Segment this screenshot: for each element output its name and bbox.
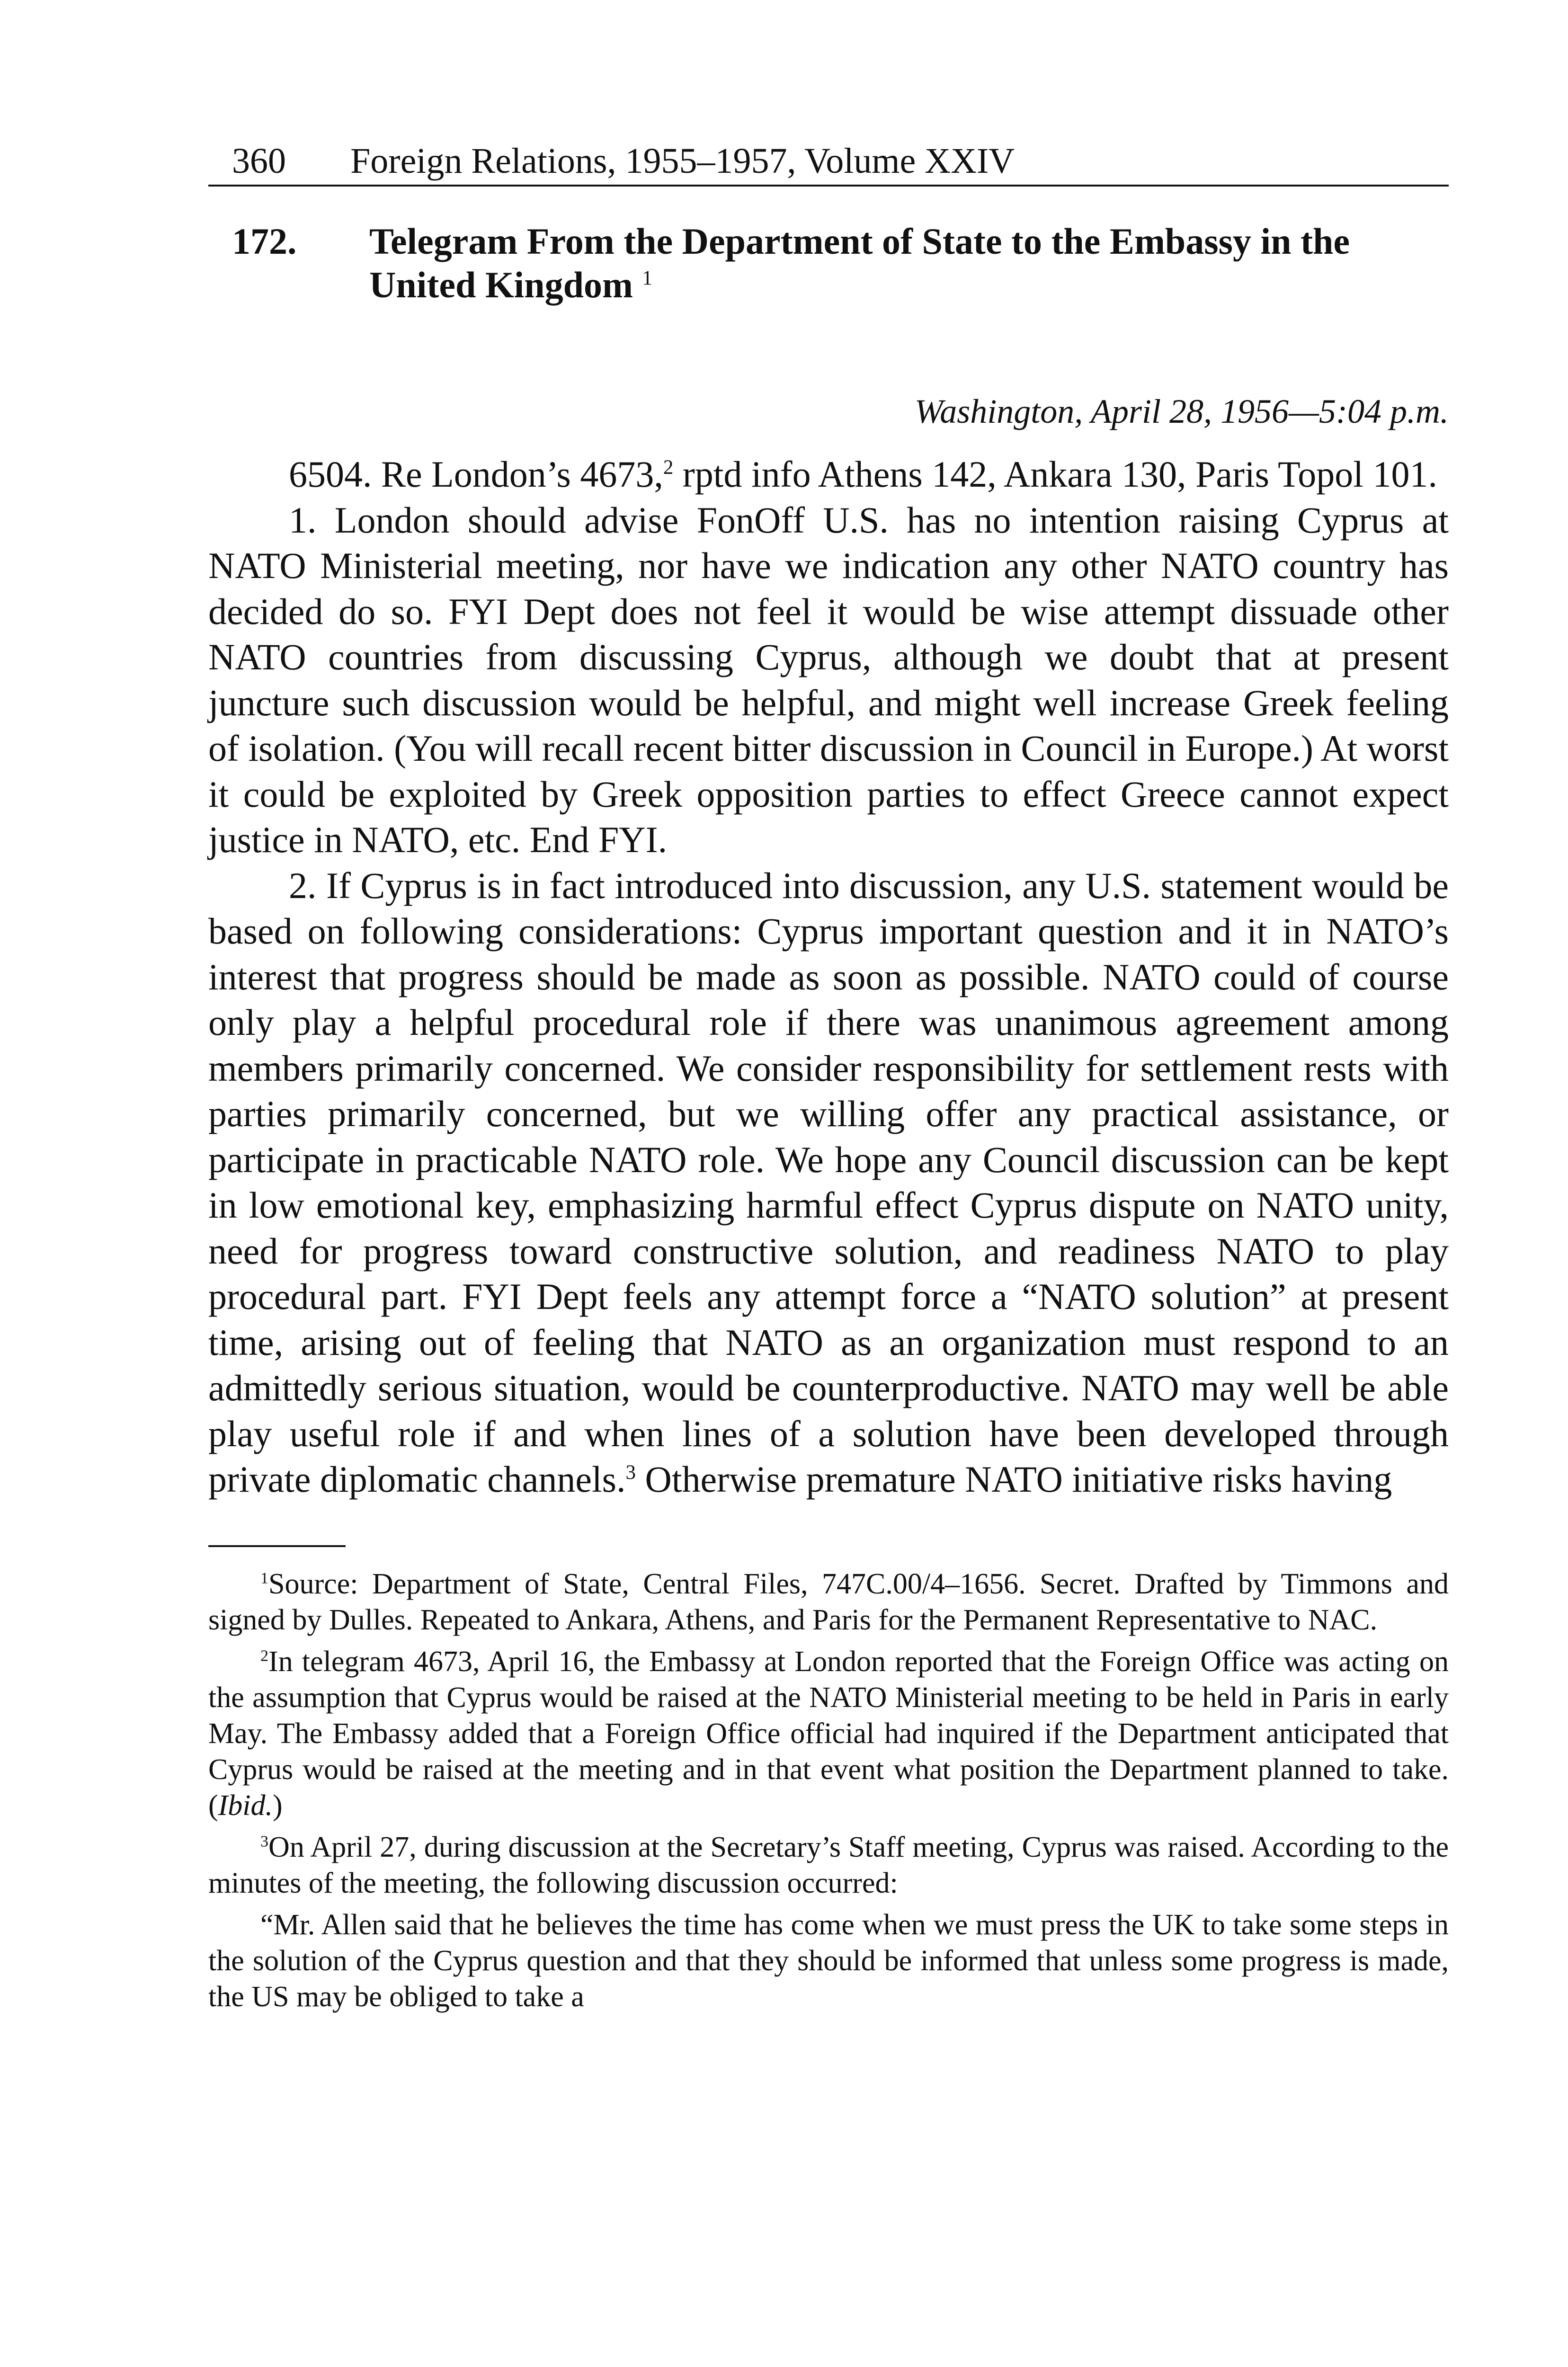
- footnotes: [208, 1566, 1449, 2015]
- document-title: [369, 220, 1449, 307]
- footnote-2-ibid: Ibid.: [218, 1789, 273, 1822]
- document-title-text: Telegram From the Department of State to the Embassy in the United Kingdom: [369, 221, 1350, 305]
- document-heading: [208, 220, 1449, 314]
- footnote-ref-1: 1: [642, 267, 652, 289]
- paragraph-2-text-end: Otherwise premature NATO initiative risks having: [636, 1459, 1392, 1500]
- document-body: [208, 452, 1449, 1503]
- running-head: [208, 133, 1449, 187]
- footnote-3-number: 3: [260, 1832, 269, 1850]
- footnote-2: [208, 1644, 1449, 1824]
- document-page: [208, 133, 1449, 2020]
- page-number: 360: [232, 141, 286, 181]
- footnote-divider: [208, 1545, 346, 1547]
- footnote-2-number: 2: [260, 1646, 269, 1664]
- footnote-ref-3: 3: [625, 1461, 636, 1484]
- footnote-3-quote: “Mr. Allen said that he believes the time has come when we must press the UK to take some steps in the solution of the Cyprus question and that they should be informed that unless some progress is made, the US may be obliged to take a: [208, 1908, 1449, 2013]
- paragraph-reference-text: 6504. Re London’s 4673,: [289, 454, 663, 495]
- paragraph-2-text: 2. If Cyprus is in fact introduced into discussion, any U.S. statement would be based on following considerations: Cyprus important question and it in NATO’s interest that progress should be made as soon as possible. NATO could of course only play a helpful procedural role if there was unanimous agreement among members primarily concerned. We consider responsibility for settlement rests with parties primarily concerned, but we willing offer any practical assistance, or participate in practicable NATO role. We hope any Council discussion can be kept in low emotional key, emphasizing harmful effect Cyprus dispute on NATO unity, need for progress toward constructive solution, and readiness NATO to play procedural part. FYI Dept feels any attempt force a “NATO solution” at present time, arising out of feeling that NATO as an organization must respond to an admittedly serious situation, would be counterproductive. NATO may well be able play useful role if and when lines of a solution have been developed through private diplomatic channels.: [208, 864, 1449, 1500]
- footnote-3-text: On April 27, during discussion at the Secretary’s Staff meeting, Cyprus was raised. According to the minutes of the meeting, the following discussion occurred:: [208, 1831, 1449, 1899]
- footnote-ref-2: 2: [663, 456, 674, 479]
- footnote-1-number: 1: [260, 1569, 269, 1587]
- paragraph-reference: [208, 452, 1449, 498]
- footnote-1: [208, 1566, 1449, 1638]
- dateline: Washington, April 28, 1956—5:04 p.m.: [914, 392, 1449, 430]
- footnote-2-text: In telegram 4673, April 16, the Embassy at London reported that the Foreign Office was acting on the assumption that Cyprus would be raised at the NATO Ministerial meeting to be held in Paris in early May. The Embassy added that a Foreign Office official had inquired if the Department anticipated that Cyprus would be raised at the meeting and in that event what position the Department planned to take. (: [208, 1645, 1449, 1822]
- footnote-1-text: Source: Department of State, Central Files, 747C.00/4–1656. Secret. Drafted by Timmons and signed by Dulles. Repeated to Ankara, Athens, and Paris for the Permanent Representative to NAC.: [208, 1567, 1449, 1636]
- footnote-3: [208, 1829, 1449, 1901]
- document-number: 172.: [232, 221, 297, 262]
- volume-title: Foreign Relations, 1955–1957, Volume XXIV: [350, 141, 1015, 181]
- paragraph-2: [208, 863, 1449, 1503]
- paragraph-reference-text-end: rptd info Athens 142, Ankara 130, Paris Topol 101.: [673, 454, 1437, 495]
- paragraph-1: 1. London should advise FonOff U.S. has no intention raising Cyprus at NATO Ministerial meeting, nor have we indication any other NATO country has decided do so. FYI Dept does not feel it would be wise attempt dissuade other NATO countries from discussing Cyprus, although we doubt that at present juncture such discussion would be helpful, and might well increase Greek feeling of isolation. (You will recall recent bitter discussion in Council in Europe.) At worst it could be exploited by Greek opposition parties to effect Greece cannot expect justice in NATO, etc. End FYI.: [208, 499, 1449, 860]
- footnote-2-close: ): [273, 1789, 283, 1822]
